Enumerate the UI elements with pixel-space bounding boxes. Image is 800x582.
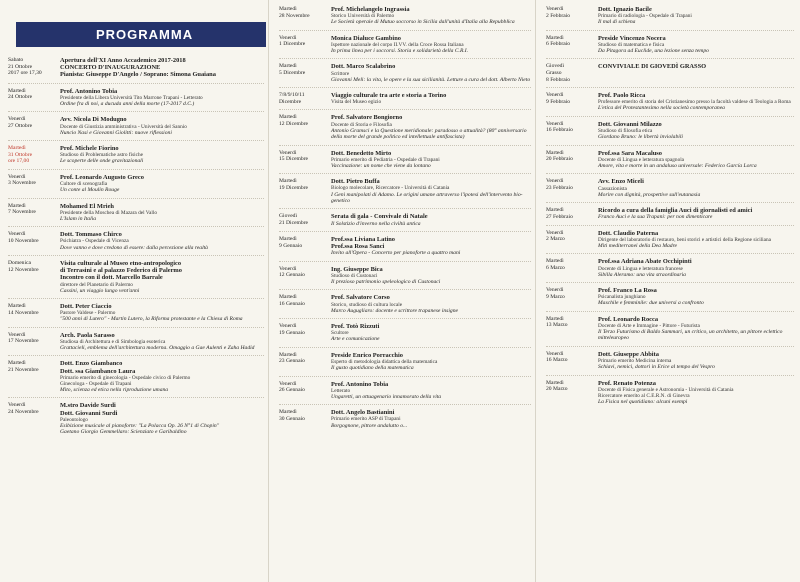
entry-date: Martedì 7 Novembre bbox=[8, 202, 36, 216]
entry-role: Storico, studioso di cultura locale bbox=[331, 301, 403, 308]
entry-title: Preside Enrico Porracchio bbox=[331, 351, 403, 359]
entry-topic: Borgognone, pittore andalutto o... bbox=[331, 422, 408, 429]
entry-title: Avv. Enzo Miceli bbox=[598, 178, 644, 186]
entry-body bbox=[598, 178, 794, 198]
entry-role: Biologo molecolare, Ricercatore - Università di Catania bbox=[331, 185, 450, 192]
programme-entry bbox=[279, 178, 531, 204]
programme-entry bbox=[279, 294, 531, 314]
entry-body bbox=[331, 213, 531, 227]
entry-body bbox=[331, 35, 531, 55]
programme-entry bbox=[546, 150, 794, 170]
entry-role: Studioso di Problematiche astro fisiche bbox=[60, 152, 143, 159]
entry-title: Monica Dialuce Gambino bbox=[331, 34, 401, 42]
entry-topic: Grattacieli, emblema dell'architettura moderna. Omaggio a Gae Aulenti e Zaha Hadid bbox=[60, 345, 255, 352]
entry-topic: Il Terzo Futurismo di Baldo Sammari, un critico, un architetto, un pittore eclettico mitteleuropeo bbox=[598, 329, 783, 342]
entry-role: Docente di Fisica generale e Astronomia - Università di Catania Ricercatore emerito al C.E.R.N. di Ginevra bbox=[598, 386, 734, 399]
entry-title: Dott. Marco Scalabrino bbox=[331, 63, 396, 71]
entry-divider bbox=[8, 198, 264, 199]
entry-role: Pastore Valdese - Palermo bbox=[60, 310, 116, 317]
entry-divider bbox=[546, 173, 794, 174]
entry-divider bbox=[546, 145, 794, 146]
entry-divider bbox=[8, 355, 264, 356]
entry-body bbox=[331, 114, 531, 140]
entry-date: Martedì 21 Novembre bbox=[8, 360, 39, 374]
entry-title: Dott. Peter Ciaccio bbox=[60, 303, 112, 311]
entry-divider bbox=[279, 58, 531, 59]
entry-role: Docente di Lingua e letteratura spagnola bbox=[598, 156, 685, 163]
entry-date: Martedì 19 Dicembre bbox=[279, 178, 309, 191]
entry-divider bbox=[546, 311, 794, 312]
entry-body bbox=[60, 303, 264, 323]
entry-date: Martedì 12 Dicembre bbox=[279, 114, 309, 127]
entry-body bbox=[598, 380, 794, 406]
entry-title: Prof. Leonardo Augusto Greco bbox=[60, 173, 144, 181]
programme-entry bbox=[279, 150, 531, 170]
entry-topic: Giovanni Meli: la vita, le opere e la sua sicilianità. Letture a cura del dott. Alberto Nieto bbox=[331, 76, 531, 83]
entry-body bbox=[331, 323, 531, 343]
entry-title: Preside Vincenzo Nocera bbox=[598, 34, 666, 42]
entry-date: Martedì 6 Febbraio bbox=[546, 34, 571, 48]
entry-body bbox=[598, 316, 794, 342]
entry-title: Dott. Claudio Paterna bbox=[598, 229, 659, 237]
entry-date: Venerdì 2 Marzo bbox=[546, 229, 565, 243]
programme-entry bbox=[279, 35, 531, 55]
entry-title: Prof. Antonino Tobia bbox=[60, 87, 118, 95]
entry-date: Venerdì 2 Febbraio bbox=[546, 6, 571, 19]
programma-banner: PROGRAMMA bbox=[16, 22, 266, 47]
entry-body bbox=[598, 121, 794, 141]
entry-divider bbox=[546, 375, 794, 376]
entry-date: Venerdì 16 Febbraio bbox=[546, 120, 573, 134]
entry-date: Sabato 21 Ottobre 2017 ore 17,30 bbox=[8, 57, 42, 77]
entry-title: Serata di gala - Convivale di Natale bbox=[331, 213, 428, 221]
entry-title: Viaggio culturale tra arte e storia a Torino bbox=[331, 92, 447, 100]
entry-divider bbox=[279, 145, 531, 146]
entry-date: Giovedì Grasso 8 Febbraio bbox=[546, 63, 571, 83]
entry-topic: Marco Augugliaro: docente e scrittore trapanese insigne bbox=[331, 307, 458, 314]
programme-entry bbox=[8, 88, 264, 108]
entry-date: Domenica 12 Novembre bbox=[8, 259, 39, 273]
entry-role: Psichiatra - Ospedale di Vicenza bbox=[60, 238, 129, 245]
entry-role: Primario emerito di Pediatria - Ospedale di Trapani bbox=[331, 156, 440, 163]
entry-body bbox=[331, 178, 531, 204]
entry-divider bbox=[8, 397, 264, 398]
entry-title: Prof. Michelangelo Ingrassia bbox=[331, 6, 410, 13]
entry-title: Prof. Salvatore Corso bbox=[331, 294, 390, 302]
entry-topic: Franco Auci e la sua Trapani: per non dimenticare bbox=[598, 214, 713, 221]
entry-divider bbox=[8, 327, 264, 328]
entry-topic: Dove vanno e dove credono di essere: dalla percezione alla realtà bbox=[60, 244, 208, 251]
entry-body bbox=[60, 57, 264, 79]
entry-divider bbox=[279, 173, 531, 174]
entry-topic: Ordine fra di noi, a ducuda anni della morte (17-2017 d.C.) bbox=[60, 100, 195, 107]
entry-title: Visita culturale al Museo etno-antropologico di Terrasini e al palazzo Federico di Palermo Incontro con il dott. Marcello Barrale bbox=[60, 259, 182, 282]
entry-date: Venerdì 10 Novembre bbox=[8, 231, 39, 244]
entry-date: Giovedì 21 Dicembre bbox=[279, 213, 309, 226]
entry-topic: L'Islam in Italia bbox=[60, 215, 97, 222]
entry-divider bbox=[279, 404, 531, 405]
entry-role: Paleontologo bbox=[60, 416, 88, 423]
entry-title: Prof. Renato Potenza bbox=[598, 379, 656, 387]
entry-divider bbox=[546, 253, 794, 254]
entry-role: Storico Università di Palermo bbox=[331, 13, 395, 20]
entry-title: Prof. Antonino Tobia bbox=[331, 380, 389, 388]
entry-title: Prof. Totò Rizzuti bbox=[331, 323, 380, 331]
programme-entry bbox=[8, 57, 264, 79]
entry-topic: Cassini, un viaggio lungo vent'anni bbox=[60, 287, 140, 294]
programme-entry bbox=[546, 258, 794, 278]
entry-title: Apertura dell'XI Anno Accademico 2017-2018 CONCERTO D'INAUGURAZIONE Pianista: Giuseppe D'Angelo / Soprano: Simona Guaiana bbox=[60, 57, 216, 79]
entry-role: Primario di radiologia - Ospedale di Trapani bbox=[598, 13, 692, 20]
entry-divider bbox=[546, 116, 794, 117]
column-2 bbox=[268, 0, 535, 582]
entry-date: Venerdì 12 Gennaio bbox=[279, 265, 305, 279]
entry-role: Studioso di matematica e fisica bbox=[598, 41, 665, 48]
programme-entry bbox=[279, 92, 531, 105]
programme-entry bbox=[279, 409, 531, 429]
entry-topic: Esibizione musicale al pianoforte: "La Polacca Op. 26 N°1 di Chopin" Gaetano Giorgio Gemmellaro: Scienziato e Garibaldino bbox=[60, 422, 220, 436]
entry-topic: Vaccinazione: un nome che viene da lontano bbox=[331, 162, 431, 169]
entry-divider bbox=[8, 226, 264, 227]
entry-list-3 bbox=[546, 6, 794, 405]
entry-role: Primario emerito ASP di Trapani bbox=[331, 416, 401, 423]
programme-entry bbox=[546, 63, 794, 83]
entry-title: CONVIVIALE DI GIOVEDÌ GRASSO bbox=[598, 63, 707, 71]
entry-role: Studioso di filosofia etica bbox=[598, 128, 653, 135]
entry-role: Primario emerito Medicina interna bbox=[598, 358, 672, 365]
entry-topic: Amore, vita e morte in un andaluso universale: Federico García Lorca bbox=[598, 162, 757, 169]
entry-title: Prof.ssa Adriana Abate Occhipinti bbox=[598, 258, 692, 266]
entry-divider bbox=[279, 347, 531, 348]
entry-date: Martedì 6 Marzo bbox=[546, 258, 565, 271]
programme-entry bbox=[279, 266, 531, 286]
entry-date: Venerdì 9 Febbraio bbox=[546, 92, 571, 105]
entry-date: Martedì 24 Ottobre bbox=[8, 87, 33, 101]
entry-role: Docente di Arte e Immagine - Pittore - Futurista bbox=[598, 322, 700, 329]
entry-date: Venerdì 27 Ottobre bbox=[8, 116, 33, 129]
entry-body bbox=[331, 381, 531, 401]
entry-date: Venerdì 17 Novembre bbox=[8, 331, 39, 345]
entry-role: Presidente della Libera Università Tito Marrone Trapani - Letterato bbox=[60, 94, 203, 101]
programme-entry bbox=[546, 121, 794, 141]
entry-title: Prof. Michele Fiorino bbox=[60, 145, 119, 153]
entry-role: Studiosa di Architettura e di Simbologia esoterica bbox=[60, 338, 166, 345]
entry-body bbox=[331, 266, 531, 286]
programme-entry bbox=[279, 213, 531, 227]
entry-topic: Maschile e femminile: due universi a confronto bbox=[598, 300, 704, 307]
entry-topic: Mito, scienza ed etica nella riproduzione umana bbox=[60, 387, 169, 394]
entry-title: Prof. Salvatore Bongiorno bbox=[331, 114, 403, 122]
entry-date: Venerdì 3 Novembre bbox=[8, 173, 36, 187]
entry-date: Martedì 14 Novembre bbox=[8, 303, 39, 316]
entry-topic: "500 anni di Lutero" - Martin Lutero, la Riforma protestante e la Chiesa di Roma bbox=[60, 316, 243, 323]
programme-entry bbox=[546, 207, 794, 221]
entry-role: Cultore di scenografia bbox=[60, 181, 108, 187]
entry-body bbox=[60, 332, 264, 352]
entry-date: Venerdì 19 Gennaio bbox=[279, 323, 305, 336]
entry-divider bbox=[279, 318, 531, 319]
entry-topic: Il prezioso patrimonio speleologico di Custonaci bbox=[331, 279, 441, 286]
entry-divider bbox=[546, 202, 794, 203]
entry-body bbox=[331, 150, 531, 170]
entry-title: Prof.ssa Liviana Latino Prof.ssa Rosa Sanci bbox=[331, 235, 395, 251]
entry-title: Prof. Franco La Rosa bbox=[598, 287, 657, 295]
entry-divider bbox=[8, 169, 264, 170]
entry-body bbox=[60, 88, 264, 108]
entry-title: Dott. Ignazio Bacile bbox=[598, 6, 652, 13]
entry-role: Presidente della Moschea di Mazara del Vallo bbox=[60, 209, 157, 216]
entry-topic: Nuncio Nasi e Giovanni Giolitti: nuove riflessioni bbox=[60, 129, 172, 136]
entry-title: Prof. Paolo Ricca bbox=[598, 92, 646, 100]
entry-role: Docente di Lingua e letteratura francese bbox=[598, 265, 683, 272]
entry-role: Esperto di metodologia didattica della matematica bbox=[331, 359, 438, 366]
entry-body bbox=[60, 260, 264, 294]
entry-date: Martedì 20 Febbraio bbox=[546, 149, 573, 163]
entry-role: direttore del Planetario di Palermo bbox=[60, 281, 133, 288]
entry-topic: Le scoperte delle onde gravitazionali bbox=[60, 158, 144, 165]
entry-date: Venerdì 24 Novembre bbox=[8, 402, 39, 416]
entry-title: Dott. Giuseppe Abbita bbox=[598, 350, 659, 358]
entry-date: Venerdì 16 Marzo bbox=[546, 350, 568, 364]
entry-divider bbox=[8, 111, 264, 112]
column-1 bbox=[0, 0, 268, 582]
entry-topic: Antonio Gramsci e la Questione meridionale: paradosso o attualità? (80° anniversario della morte del grande politico ed intellettuale antifascista) bbox=[331, 127, 527, 141]
entry-body bbox=[331, 92, 531, 105]
entry-topic: Da Pitagora ad Euclide, una lezione senza tempo bbox=[598, 48, 709, 54]
programme-entry bbox=[279, 114, 531, 140]
entry-topic: Ungaretti, un ottuagenario innamorato della vita bbox=[331, 393, 442, 400]
entry-role: Professore emerito di storia del Cristianesimo presso la facoltà valdese di Teologia a Roma bbox=[598, 99, 791, 106]
entry-date: Martedì 28 Novembre bbox=[279, 6, 310, 19]
entry-topic: Invito all'Opera - Concerto per pianoforte a quattro mani bbox=[331, 250, 461, 257]
programme-entry bbox=[8, 231, 264, 251]
entry-title: Dott. Angelo Bastianini bbox=[331, 409, 395, 417]
programme-entry bbox=[279, 323, 531, 343]
entry-body bbox=[60, 145, 264, 165]
entry-role: Primario emerito di ginecologia - Ospedale civico di Palermo Ginecologa - Ospedale di Trapani bbox=[60, 374, 191, 387]
entry-divider bbox=[279, 289, 531, 290]
entry-role: Ispettore nazionale del corpo II.VV. della Croce Rossa Italiana bbox=[331, 41, 464, 48]
entry-title: Ing. Giuseppe Bica bbox=[331, 265, 383, 273]
entry-role: Docente di Storia e Filosofia bbox=[331, 121, 392, 128]
entry-body bbox=[331, 409, 531, 429]
entry-title: Dott. Pietro Buffa bbox=[331, 178, 380, 186]
entry-title: Mohamed El Mrieh bbox=[60, 202, 114, 210]
entry-body bbox=[598, 35, 794, 55]
entry-topic: Sibilla Aleramo: una vita straordinaria bbox=[598, 271, 686, 278]
programme-entry bbox=[8, 174, 264, 194]
programme-entry bbox=[279, 352, 531, 372]
entry-role: Psicanalista junghiano bbox=[598, 294, 646, 301]
entry-divider bbox=[546, 58, 794, 59]
programme-entry bbox=[546, 380, 794, 406]
entry-body bbox=[60, 116, 264, 136]
entry-date: Martedì 5 Dicembre bbox=[279, 63, 306, 76]
entry-topic: Il gusto quotidiano della matematica bbox=[331, 365, 414, 372]
programme-entry bbox=[8, 145, 264, 165]
programme-entry bbox=[8, 402, 264, 435]
entry-title: Ricordo a cura della famiglia Auci di giornalisti ed amici bbox=[598, 207, 753, 214]
programme-entry bbox=[8, 260, 264, 294]
entry-title: Dott. Giovanni Milazzo bbox=[598, 120, 662, 128]
programme-entry bbox=[8, 116, 264, 136]
entry-title: Dott. Enzo Giambanco Dott. ssa Giambanco Laura bbox=[60, 360, 136, 375]
programme-entry bbox=[546, 92, 794, 112]
entry-divider bbox=[8, 298, 264, 299]
entry-body bbox=[598, 287, 794, 307]
programme-entry bbox=[8, 203, 264, 223]
entry-divider bbox=[279, 261, 531, 262]
entry-date: Martedì 13 Marzo bbox=[546, 315, 568, 329]
entry-body bbox=[60, 174, 264, 194]
entry-body bbox=[331, 236, 531, 257]
entry-date: Martedì 31 Ottobre ore 17,00 bbox=[8, 145, 33, 165]
programme-entry bbox=[279, 6, 531, 26]
entry-topic: Miti mediterranei della Dea Madre bbox=[598, 242, 678, 249]
programme-entry bbox=[546, 230, 794, 250]
entry-role: Dirigente del laboratorio di restauro, beni storici e artistici della Regione siciliana bbox=[598, 236, 771, 243]
entry-topic: Il mal di schiena bbox=[598, 19, 636, 26]
programme-entry bbox=[546, 178, 794, 198]
entry-body bbox=[331, 63, 531, 83]
entry-role: Cassazionista bbox=[598, 185, 627, 192]
entry-body bbox=[598, 207, 794, 221]
entry-topic: L'etica del Protestantesimo nella società contemporanea bbox=[598, 105, 725, 112]
entry-body bbox=[598, 150, 794, 170]
entry-topic: In prima linea per i soccorsi. Storia e solidarietà della C.R.I. bbox=[331, 48, 469, 54]
entry-divider bbox=[8, 140, 264, 141]
entry-divider bbox=[279, 376, 531, 377]
entry-body bbox=[331, 294, 531, 314]
entry-divider bbox=[279, 109, 531, 110]
entry-role: Docente di Giustizia amministrativa - Università del Sannio bbox=[60, 123, 187, 130]
entry-date: Martedì 16 Gennaio bbox=[279, 294, 305, 308]
entry-date: Venerdì 26 Gennaio bbox=[279, 380, 305, 394]
entry-body bbox=[60, 360, 264, 393]
entry-topic: Morire con dignità, prospettive sull'eutanasia bbox=[598, 191, 701, 198]
programme-entry bbox=[546, 6, 794, 26]
entry-body bbox=[60, 231, 264, 251]
entry-title: Prof.ssa Sara Macaluso bbox=[598, 149, 662, 157]
entry-divider bbox=[546, 30, 794, 31]
entry-date: Venerdì 1 Dicembre bbox=[279, 34, 306, 48]
entry-title: Prof. Leonardo Rocca bbox=[598, 315, 659, 323]
entry-title: M.stro Davide Surdi Dott. Giovanni Surdi bbox=[60, 402, 118, 417]
entry-topic: Il Solstizio d'inverno nella civiltà antica bbox=[331, 220, 421, 227]
entry-topic: Un conte al Moulin Rouge bbox=[60, 187, 120, 194]
entry-role: Letterato bbox=[331, 387, 351, 394]
entry-divider bbox=[546, 225, 794, 226]
entry-topic: Arte e comunicazione bbox=[331, 336, 380, 343]
entry-divider bbox=[8, 83, 264, 84]
entry-topic: Schiavi, nemici, dottori in Erice al tempo del Vespro bbox=[598, 364, 715, 371]
entry-title: Avv. Nicola Di Modugno bbox=[60, 116, 127, 124]
entry-body bbox=[60, 402, 264, 435]
entry-date: Martedì 23 Gennaio bbox=[279, 351, 305, 365]
entry-divider bbox=[546, 346, 794, 347]
entry-body bbox=[598, 92, 794, 112]
programme-entry bbox=[546, 287, 794, 307]
entry-topic: I Geni manipolati di Adamo. Le origini umane attraverso l'ipotesi dell'intervento bio-genetico bbox=[331, 191, 523, 204]
entry-divider bbox=[279, 87, 531, 88]
entry-topic: La Fisica nel quotidiano: alcuni esempi bbox=[598, 398, 688, 405]
entry-date: Martedì 30 Gennaio bbox=[279, 409, 305, 422]
entry-divider bbox=[279, 231, 531, 232]
entry-topic: Giordano Bruno: le libertà inviolabili bbox=[598, 134, 683, 141]
entry-role: Visita del Museo egizio bbox=[331, 99, 382, 106]
programme-entry bbox=[546, 35, 794, 55]
programme-entry bbox=[8, 303, 264, 323]
programme-entry bbox=[279, 63, 531, 83]
entry-divider bbox=[546, 282, 794, 283]
entry-body bbox=[598, 351, 794, 371]
entry-role: Scrittore bbox=[331, 70, 350, 77]
entry-divider bbox=[279, 208, 531, 209]
programme-entry bbox=[279, 381, 531, 401]
entry-title: Dott. Benedetto Mirto bbox=[331, 149, 392, 157]
entry-list-1 bbox=[8, 57, 264, 436]
entry-body bbox=[598, 230, 794, 250]
entry-topic: Le Società operaie di Mutuo soccorso in Sicilia dall'unità d'Italia alla Repubblica bbox=[331, 19, 515, 26]
programme-entry bbox=[8, 360, 264, 393]
entry-divider bbox=[8, 255, 264, 256]
programme-entry bbox=[279, 236, 531, 257]
entry-date: Venerdì 23 Febbraio bbox=[546, 178, 573, 191]
entry-divider bbox=[279, 30, 531, 31]
entry-title: Arch. Paola Sarasso bbox=[60, 331, 115, 339]
entry-body bbox=[598, 258, 794, 278]
entry-date: Martedì 27 Febbraio bbox=[546, 207, 573, 220]
programme-entry bbox=[8, 332, 264, 352]
column-3 bbox=[535, 0, 800, 582]
entry-role: Studioso di Custonaci bbox=[331, 272, 378, 279]
entry-body bbox=[331, 6, 531, 26]
entry-date: Martedì 9 Gennaio bbox=[279, 235, 303, 249]
entry-body bbox=[598, 6, 794, 26]
programme-entry bbox=[546, 316, 794, 342]
entry-date: Venerdì 15 Dicembre bbox=[279, 149, 309, 163]
entry-role: Scultore bbox=[331, 330, 349, 337]
entry-body bbox=[331, 352, 531, 372]
entry-list-2 bbox=[279, 6, 531, 429]
entry-date: 7/8/9/10/11 Dicembre bbox=[279, 92, 305, 105]
entry-body bbox=[598, 63, 794, 83]
entry-divider bbox=[546, 87, 794, 88]
entry-date: Venerdì 9 Marzo bbox=[546, 287, 565, 300]
programme-entry bbox=[546, 351, 794, 371]
entry-title: Dott. Tommaso Chirco bbox=[60, 231, 122, 239]
entry-body bbox=[60, 203, 264, 223]
entry-date: Martedì 20 Marzo bbox=[546, 379, 568, 393]
